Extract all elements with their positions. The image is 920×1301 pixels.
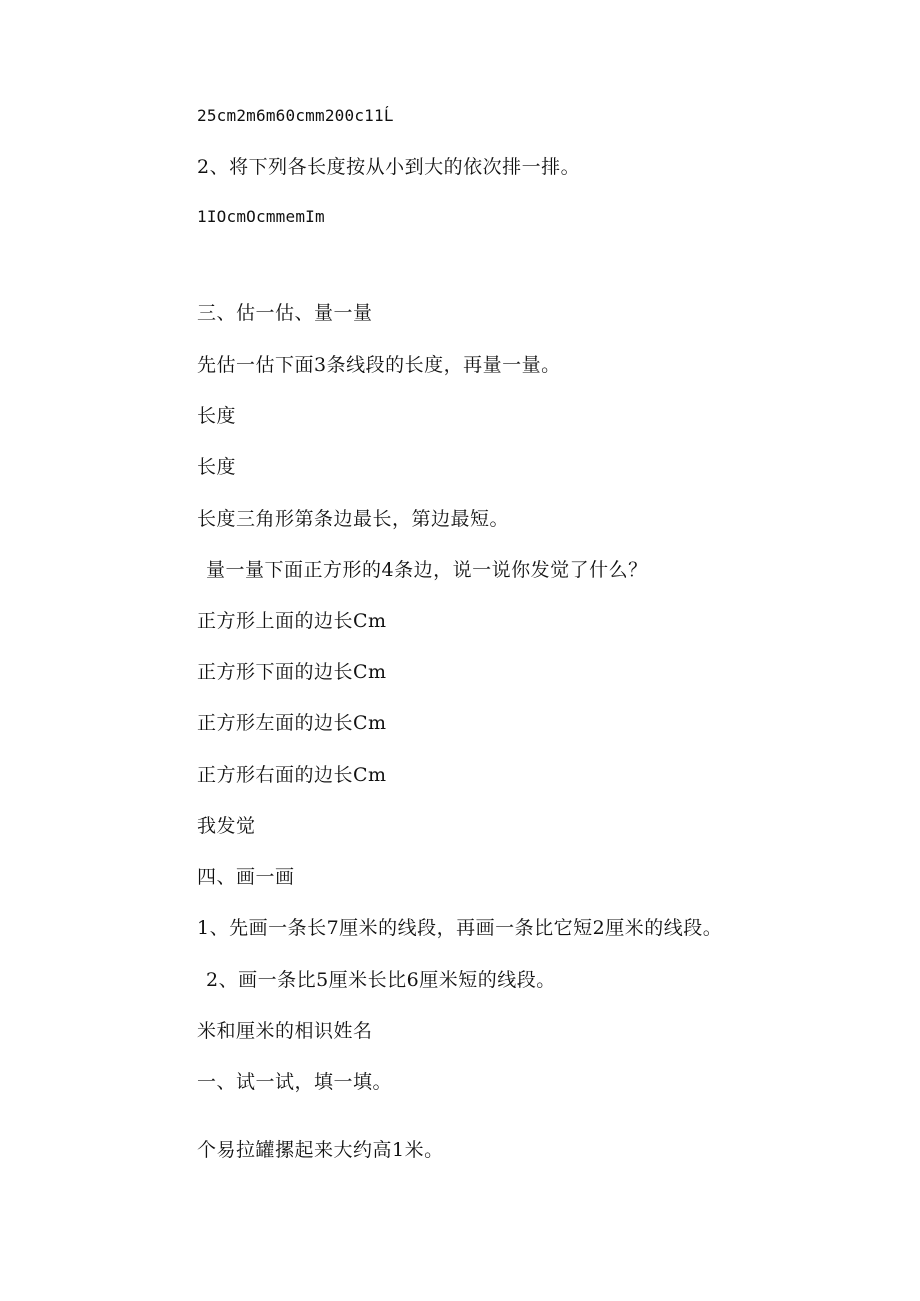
square-left-side: 正方形左面的边长Cm (197, 712, 387, 734)
length-label-2: 长度 (197, 456, 237, 478)
square-top-side: 正方形上面的边长Cm (197, 610, 387, 632)
draw-question-1: 1、先画一条长7厘米的线段，再画一条比它短2厘米的线段。 (197, 917, 723, 939)
length-values-line: 25cm2m6m60cmm200c11Ĺ (197, 106, 394, 125)
square-measure-question: 量一量下面正方形的4条边，说一说你发觉了什么？ (206, 559, 648, 581)
question-2-sort-lengths: 2、将下列各长度按从小到大的依次排一排。 (197, 156, 581, 178)
section-1-heading: 一、试一试，填一填。 (197, 1071, 393, 1093)
worksheet-title: 米和厘米的相识姓名 (197, 1020, 373, 1042)
length-label-1: 长度 (197, 405, 237, 427)
square-bottom-side: 正方形下面的边长Cm (197, 661, 387, 683)
length-values-line-2: 1IOcmOcmmemIm (197, 207, 325, 226)
section-3-heading: 三、估一估、量一量 (197, 302, 373, 324)
estimate-instruction: 先估一估下面3条线段的长度，再量一量。 (197, 354, 561, 376)
i-found-line: 我发觉 (197, 815, 256, 837)
draw-question-2: 2、画一条比5厘米长比6厘米短的线段。 (206, 969, 556, 991)
triangle-question: 长度三角形第条边最长，第边最短。 (197, 508, 510, 530)
square-right-side: 正方形右面的边长Cm (197, 764, 387, 786)
section-4-heading: 四、画一画 (197, 866, 295, 888)
cans-height-question: 个易拉罐摞起来大约高1米。 (197, 1139, 444, 1161)
